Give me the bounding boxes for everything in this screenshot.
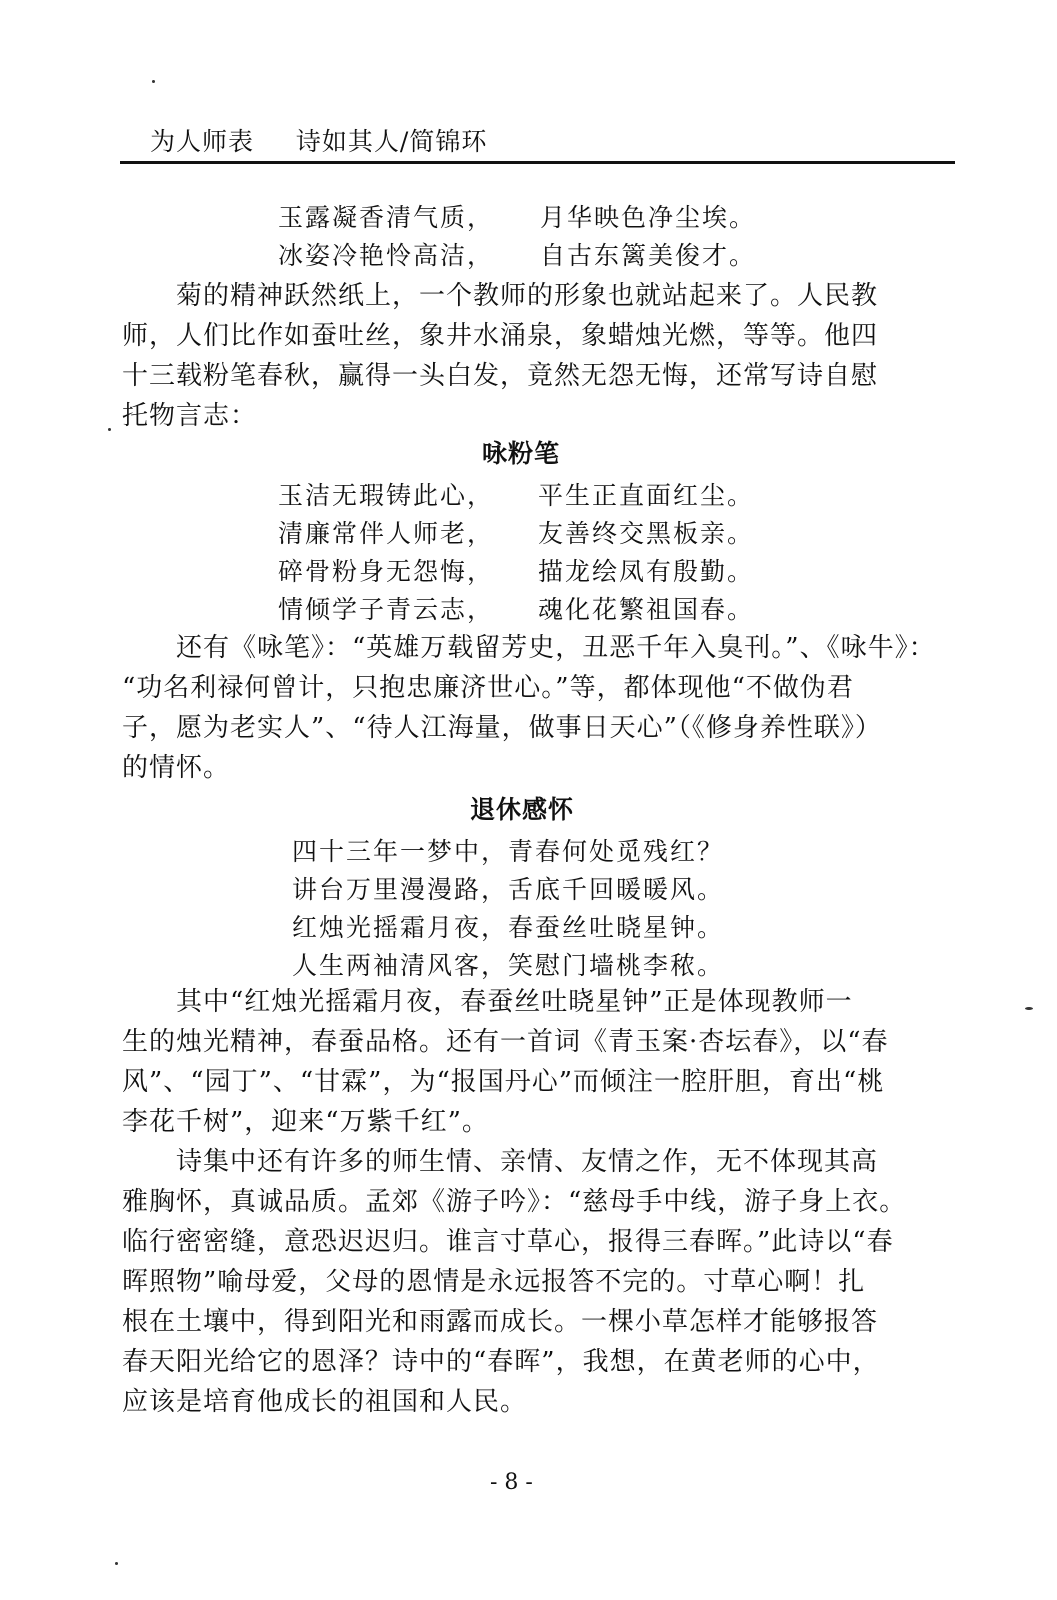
poem-line <box>278 552 754 588</box>
poem-line-left: 碎骨粉身无怨悔， <box>278 557 495 586</box>
poem-line-left: 情倾学子青云志， <box>278 595 495 624</box>
poem-line-right: 魂化花繁祖国春。 <box>538 595 755 624</box>
scan-speck <box>115 1562 118 1565</box>
header-section: 为人师表 <box>150 127 255 156</box>
poem-title: 退休感怀 <box>470 795 575 824</box>
paragraph: 诗集中还有许多的师生情、亲情、友情之作，无不体现其高 雅胸怀，真诚品质。孟郊《游子吟》：“慈母手中线，游子身上衣。 临行密密缝，意恐迟迟归。谁言寸草心，报得三春晖。”此诗以“春 晖照物”喻母爱，父母的恩情是永远报答不完的。寸草心啊！扎 根在土壤中，得到阳光和雨露而成长。一棵小草怎样才能够报答 春天阳光给它的恩泽？诗中的“春晖”，我想，在黄老师的心中， 应该是培育他成长的祖国和人民。 <box>122 1147 907 1417</box>
poem-line-right: 月华映色净尘埃。 <box>540 203 757 232</box>
poem-line-right: 友善终交黑板亲。 <box>538 519 755 548</box>
poem-line-right: 平生正直面红尘。 <box>538 481 755 510</box>
poem-line-left: 冰姿冷艳怜高洁， <box>278 241 495 270</box>
scan-speck <box>108 428 111 431</box>
poem-line <box>278 590 754 626</box>
poem-line-left: 清廉常伴人师老， <box>278 519 495 548</box>
poem-line-left: 玉洁无瑕铸此心， <box>278 481 495 510</box>
poem-line <box>278 236 756 272</box>
paragraph: 还有《咏笔》：“英雄万载留芳史，丑恶千年入臭刊。”、《咏牛》： “功名利禄何曾计，只抱忠廉济世心。”等，都体现他“不做伪君 子，愿为老实人”、“待人江海量，做事日天心”（《修身养性联》） 的情怀。 <box>122 633 936 783</box>
poem-line: 红烛光摇霜月夜，春蚕丝吐晓星钟。 <box>292 913 725 942</box>
paragraph: 其中“红烛光摇霜月夜，春蚕丝吐晓星钟”正是体现教师一 生的烛光精神，春蚕品格。还有一首词《青玉案·杏坛春》，以“春 风”、“园丁”、“甘霖”，为“报国丹心”而倾注一腔肝胆，育出“桃 李花千树”，迎来“万紫千红”。 <box>122 987 889 1137</box>
running-header <box>150 122 940 158</box>
page-number: - 8 - <box>490 1470 533 1495</box>
poem-line-right: 自古东篱美俊才。 <box>540 241 757 270</box>
header-title: 诗如其人/简锦环 <box>295 127 488 156</box>
poem-title: 咏粉笔 <box>482 439 561 468</box>
poem-line: 人生两袖清风客，笑慰门墙桃李秾。 <box>292 951 725 980</box>
poem-line <box>278 476 754 512</box>
poem-line: 讲台万里漫漫路，舌底千回暖暖风。 <box>292 875 725 904</box>
poem-line <box>278 514 754 550</box>
poem-line <box>278 198 756 234</box>
poem-line: 四十三年一梦中，青春何处觅残红？ <box>292 837 725 866</box>
scan-speck <box>152 80 155 83</box>
paragraph: 菊的精神跃然纸上，一个教师的形象也就站起来了。人民教 师，人们比作如蚕吐丝，象井水涌泉，象蜡烛光燃，等等。他四 十三载粉笔春秋，赢得一头白发，竟然无怨无悔，还常写诗自慰 托物言志： <box>122 281 879 431</box>
poem-line-right: 描龙绘凤有殷勤。 <box>538 557 755 586</box>
header-rule <box>120 161 955 164</box>
poem-line-left: 玉露凝香清气质， <box>278 203 495 232</box>
scan-speck <box>1025 1007 1033 1010</box>
